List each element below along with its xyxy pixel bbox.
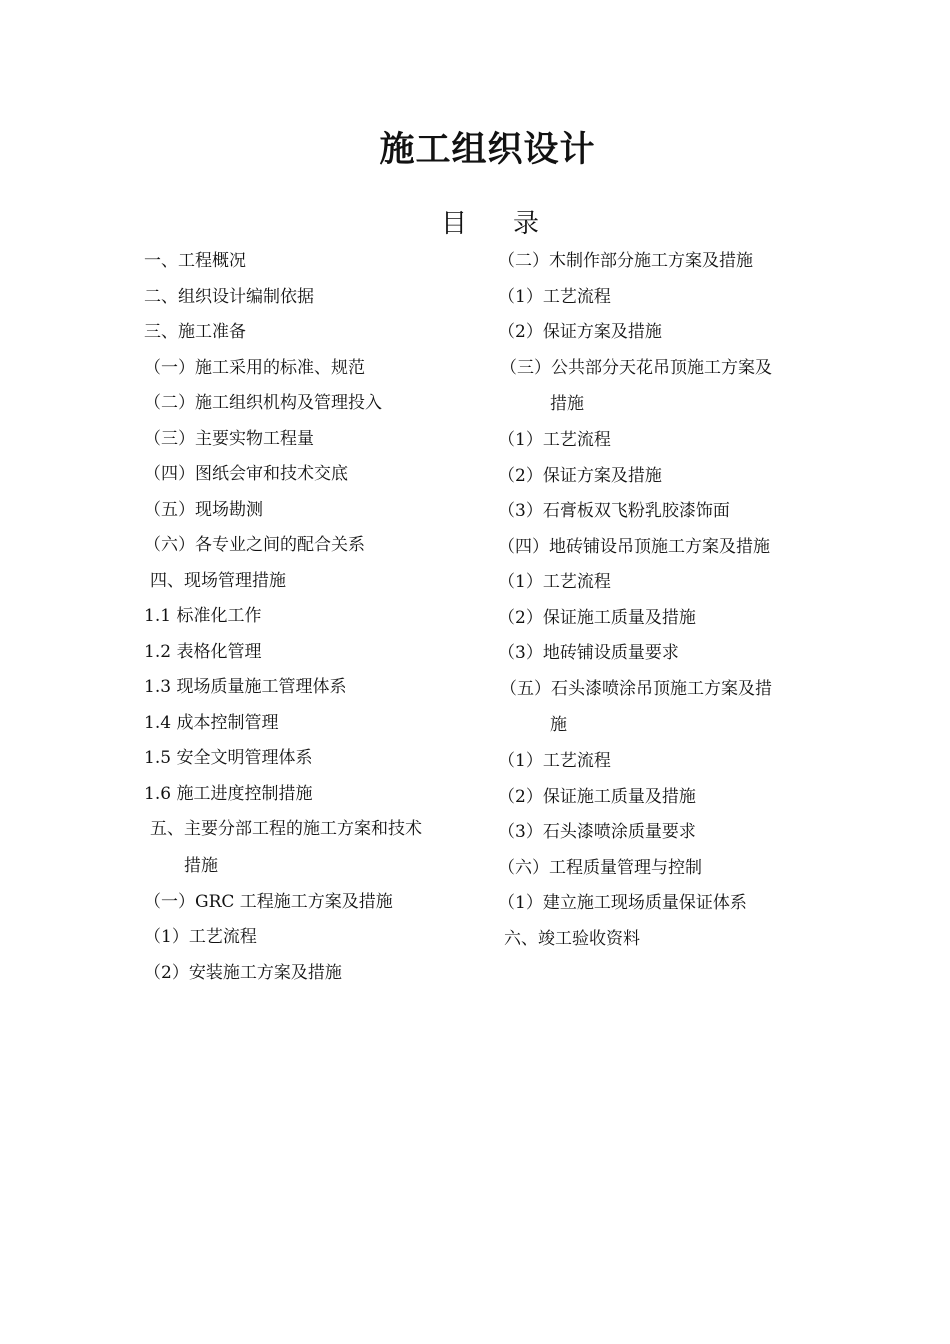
toc-entry[interactable]: （2）保证方案及措施: [498, 465, 662, 486]
toc-entry[interactable]: 措施: [184, 855, 218, 876]
toc-entry[interactable]: 四、现场管理措施: [150, 570, 286, 591]
toc-entry[interactable]: （1）工艺流程: [498, 430, 611, 450]
toc-entry[interactable]: （三）公共部分天花吊顶施工方案及: [500, 357, 772, 378]
toc-entry[interactable]: 一、工程概况: [144, 251, 246, 271]
toc-entry[interactable]: 1.5 安全文明管理体系: [144, 748, 313, 768]
toc-entry[interactable]: （1）工艺流程: [498, 286, 611, 307]
toc-entry[interactable]: 1.1 标准化工作: [144, 606, 262, 626]
toc-entry[interactable]: （四）图纸会审和技术交底: [144, 464, 348, 484]
toc-entry[interactable]: 五、主要分部工程的施工方案和技术: [150, 819, 422, 839]
toc-entry[interactable]: （1）建立施工现场质量保证体系: [498, 893, 747, 913]
toc-entry[interactable]: （二）木制作部分施工方案及措施: [498, 251, 753, 271]
toc-entry[interactable]: （3）石头漆喷涂质量要求: [498, 822, 696, 842]
toc-entry[interactable]: 1.2 表格化管理: [144, 641, 262, 662]
toc-right-column: [498, 244, 828, 957]
toc-entry[interactable]: 1.6 施工进度控制措施: [144, 783, 313, 804]
document-title: 施工组织设计: [379, 129, 596, 170]
toc-entry[interactable]: （六）各专业之间的配合关系: [144, 535, 365, 555]
toc-entry[interactable]: （3）地砖铺设质量要求: [498, 643, 679, 663]
toc-entry[interactable]: （2）安装施工方案及措施: [144, 962, 342, 983]
toc-entry[interactable]: 施: [550, 715, 567, 735]
toc-entry[interactable]: （2）保证施工质量及措施: [498, 607, 696, 628]
toc-entry[interactable]: （四）地砖铺设吊顶施工方案及措施: [498, 536, 770, 557]
toc-entry[interactable]: （三）主要实物工程量: [144, 428, 314, 449]
toc-entry[interactable]: （一）GRC 工程施工方案及措施: [144, 891, 393, 912]
toc-left-column: [144, 244, 474, 991]
toc-entry[interactable]: （1）工艺流程: [144, 927, 257, 947]
toc-entry[interactable]: 措施: [550, 394, 584, 414]
toc-entry[interactable]: 六、竣工验收资料: [504, 928, 640, 949]
toc-heading-char-2: 录: [513, 209, 540, 239]
toc-entry[interactable]: 1.3 现场质量施工管理体系: [144, 677, 347, 697]
toc-entry[interactable]: （2）保证施工质量及措施: [498, 786, 696, 807]
toc-entry[interactable]: 1.4 成本控制管理: [144, 712, 279, 733]
toc-entry[interactable]: （二）施工组织机构及管理投入: [144, 393, 382, 413]
toc-entry[interactable]: （五）石头漆喷涂吊顶施工方案及措: [500, 678, 772, 699]
toc-entry[interactable]: （3）石膏板双飞粉乳胶漆饰面: [498, 501, 730, 521]
toc-entry[interactable]: （2）保证方案及措施: [498, 322, 662, 342]
toc-entry[interactable]: （五）现场勘测: [144, 499, 263, 520]
toc-entry[interactable]: （1）工艺流程: [498, 572, 611, 592]
toc-entry[interactable]: （六）工程质量管理与控制: [498, 857, 702, 878]
toc-heading: [0, 204, 950, 244]
toc-entry[interactable]: 三、施工准备: [144, 322, 246, 342]
toc-entry[interactable]: 二、组织设计编制依据: [144, 286, 314, 307]
toc-entry[interactable]: （1）工艺流程: [498, 751, 611, 771]
toc-entry[interactable]: （一）施工采用的标准、规范: [144, 357, 365, 378]
toc-heading-char-1: 目: [440, 209, 467, 239]
